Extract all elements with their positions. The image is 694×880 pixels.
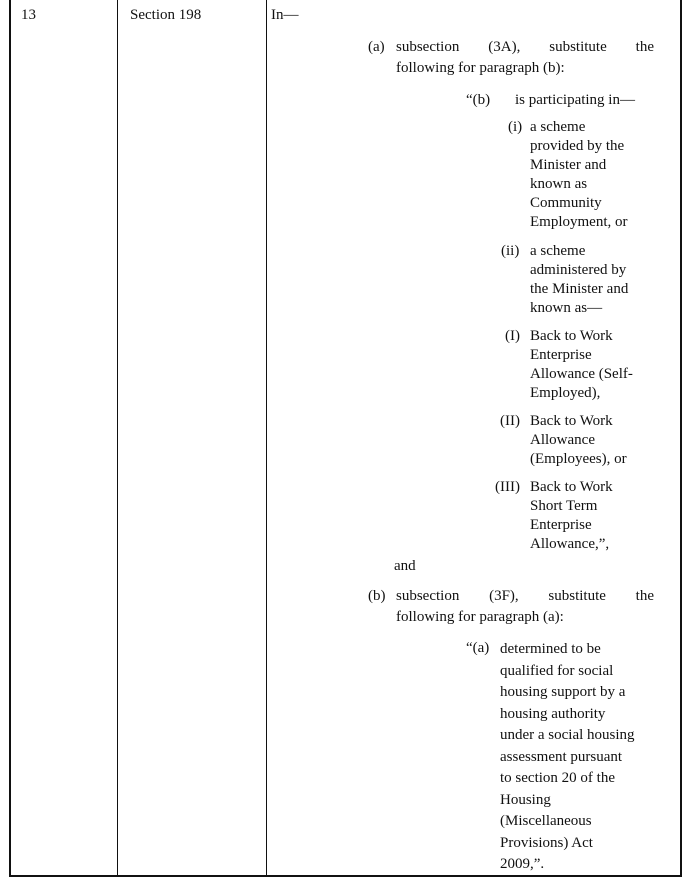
subparagraph-text: a scheme provided by the Minister and known as Community Employment, or: [530, 119, 628, 230]
conjunction: and: [394, 558, 416, 574]
clause-text: Back to Work Allowance (Employees), or: [530, 413, 627, 467]
row-number: 13: [21, 7, 36, 23]
paragraph-label-b: (b): [368, 588, 386, 604]
clause-label: (II): [500, 413, 520, 429]
paragraph-label-a: (a): [368, 39, 385, 55]
paragraph-b-line2: following for paragraph (a):: [396, 609, 564, 625]
paragraph-a-line1: subsection (3A), substitute the: [396, 39, 654, 55]
inserted-paragraph-label: “(a): [466, 640, 490, 656]
column-divider: [117, 0, 118, 877]
subparagraph-text: a scheme administered by the Minister and known as—: [530, 243, 629, 316]
subparagraph-label: (ii): [501, 243, 520, 259]
clause-text: Back to Work Enterprise Allowance (Self- Employed),: [530, 328, 633, 401]
clause-label: (I): [505, 328, 520, 344]
paragraph-b-line1: subsection (3F), substitute the: [396, 588, 654, 604]
clause-text: Back to Work Short Term Enterprise Allowance,”,: [530, 479, 613, 552]
inserted-paragraph-text: determined to be qualified for social housing support by a housing authority under a social housing assessment pursuant to section 20 of the Housing (Miscellaneous Provisions) Act 2009,”.: [500, 641, 635, 872]
amendment-intro: In—: [271, 7, 299, 23]
inserted-paragraph-label: “(b): [466, 92, 491, 108]
provision-reference: Section 198: [130, 7, 202, 23]
column-divider: [266, 0, 267, 877]
inserted-paragraph-text: is participating in—: [515, 92, 635, 108]
clause-label: (III): [495, 479, 520, 495]
paragraph-a-line2: following for paragraph (b):: [396, 60, 565, 76]
subparagraph-label: (i): [508, 119, 523, 135]
